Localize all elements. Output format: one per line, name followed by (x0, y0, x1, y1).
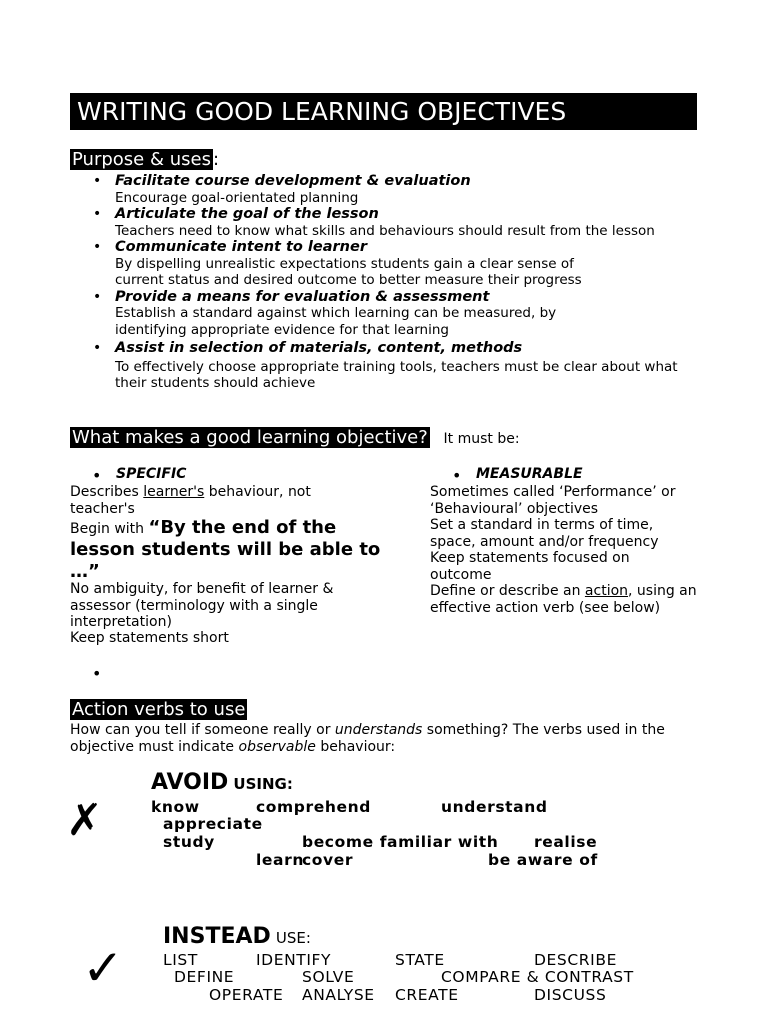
instead-verb: OPERATE (209, 986, 284, 1004)
action-verbs-heading-text: Action verbs to use (72, 699, 246, 720)
avoid-verb: become familiar with (302, 833, 499, 851)
purpose-heading-colon: : (212, 149, 220, 170)
instead-verb: CREATE (395, 986, 459, 1004)
action-verbs-intro (70, 722, 700, 755)
bullet-icon: • (93, 288, 102, 305)
instead-verb: DISCUSS (534, 986, 607, 1004)
measurable-line: Sometimes called ‘Performance’ or ‘Behavioural’ objectives (430, 484, 676, 517)
empty-bullet-icon: • (92, 664, 102, 683)
check-icon: ✓ (82, 939, 124, 997)
avoid-verb: learn (256, 851, 304, 869)
purpose-heading (70, 148, 219, 172)
measurable-list (430, 484, 700, 616)
intro-text-1: How can you tell if someone really or (70, 722, 335, 738)
good-objective-suffix: It must be: (443, 431, 520, 447)
specific-no-ambiguity: No ambiguity, for benefit of learner & assessor (terminology with a single interpretation) (70, 581, 334, 630)
measurable-line: Keep statements focused on outcome (430, 550, 630, 583)
avoid-verb: know (151, 798, 200, 816)
avoid-verb: appreciate (163, 815, 263, 833)
avoid-verb: understand (441, 798, 548, 816)
list-item-desc: Teachers need to know what skills and behaviours should result from the lesson (115, 222, 655, 239)
instead-verb: IDENTIFY (256, 951, 332, 969)
intro-text-3: behaviour: (315, 738, 396, 755)
good-objective-heading (70, 426, 520, 451)
measurable-line: Set a standard in terms of time, space, amount and/or frequency (430, 517, 659, 550)
avoid-using: USING: (233, 775, 293, 793)
list-item-desc: Establish a standard against which learning can be measured, by identifying appropriate evidence for that learning (115, 305, 557, 338)
specific-bullet-icon: • (92, 466, 102, 485)
list-item (93, 239, 693, 289)
list-item-desc: To effectively choose appropriate training tools, teachers must be clear about what their students should achieve (115, 358, 678, 391)
avoid-verb: cover (302, 851, 354, 869)
page-title: WRITING GOOD LEARNING OBJECTIVES (70, 93, 697, 130)
list-item-head: Assist in selection of materials, content, methods (115, 340, 523, 356)
list-item-head: Facilitate course development & evaluation (115, 173, 471, 189)
list-item-head: Provide a means for evaluation & assessment (115, 288, 490, 305)
list-item (93, 173, 693, 206)
bullet-icon: • (93, 173, 102, 189)
avoid-word: AVOID (151, 770, 229, 795)
intro-em-observable: observable (238, 738, 316, 755)
measurable-heading: MEASURABLE (476, 466, 583, 482)
instead-verb: SOLVE (302, 968, 355, 986)
purpose-heading-text: Purpose & uses (72, 149, 211, 170)
list-item (93, 206, 693, 239)
specific-desc-post: behaviour, not teacher's (70, 484, 311, 517)
instead-verb: LIST (163, 951, 198, 969)
list-item-desc: By dispelling unrealistic expectations students gain a clear sense of current status and desired outcome to better measure their progress (115, 255, 582, 288)
specific-begin-label: Begin with (70, 521, 149, 537)
measurable-action-post: , using an effective action verb (see below) (430, 583, 697, 616)
instead-use: USE: (275, 929, 311, 947)
avoid-verb: comprehend (256, 798, 371, 816)
avoid-heading (151, 770, 293, 795)
specific-desc-learner: learner's (143, 484, 205, 500)
measurable-line-action (430, 583, 700, 616)
avoid-verb: study (163, 833, 215, 851)
avoid-verb: be aware of (488, 851, 598, 869)
instead-verb: DESCRIBE (534, 951, 617, 969)
bullet-icon: • (93, 239, 102, 255)
instead-verb: DEFINE (174, 968, 235, 986)
intro-text-2: something? The verbs used in the objective must indicate (70, 722, 665, 755)
avoid-verb: realise (534, 833, 598, 851)
bullet-icon: • (93, 206, 102, 222)
list-item-head: Articulate the goal of the lesson (115, 206, 379, 222)
instead-verb: ANALYSE (302, 986, 375, 1004)
instead-word: INSTEAD (163, 924, 271, 949)
specific-keep-short: Keep statements short (70, 630, 229, 646)
measurable-bullet-icon: • (452, 466, 462, 485)
specific-heading: SPECIFIC (116, 466, 187, 482)
list-item (93, 289, 693, 339)
instead-verb: STATE (395, 951, 445, 969)
good-objective-heading-text: What makes a good learning objective? (72, 427, 428, 448)
list-item-head: Communicate intent to learner (115, 239, 367, 255)
list-item (93, 340, 693, 392)
action-verbs-heading (70, 698, 247, 722)
instead-verb: COMPARE & CONTRAST (441, 968, 634, 986)
specific-quote: “By the end of the lesson students will be able to …” (70, 517, 381, 582)
specific-desc-pre: Describes (70, 484, 144, 500)
intro-em-understands: understands (334, 722, 423, 738)
specific-desc (70, 484, 340, 517)
bullet-icon: • (93, 340, 102, 356)
measurable-action-word: action (584, 583, 629, 599)
cross-icon: ✗ (66, 795, 103, 846)
measurable-action-pre: Define or describe an (430, 583, 585, 599)
specific-begin-with (70, 517, 400, 583)
purpose-list (93, 173, 693, 392)
instead-heading (163, 924, 311, 949)
list-item-desc: Encourage goal-orientated planning (115, 189, 359, 206)
